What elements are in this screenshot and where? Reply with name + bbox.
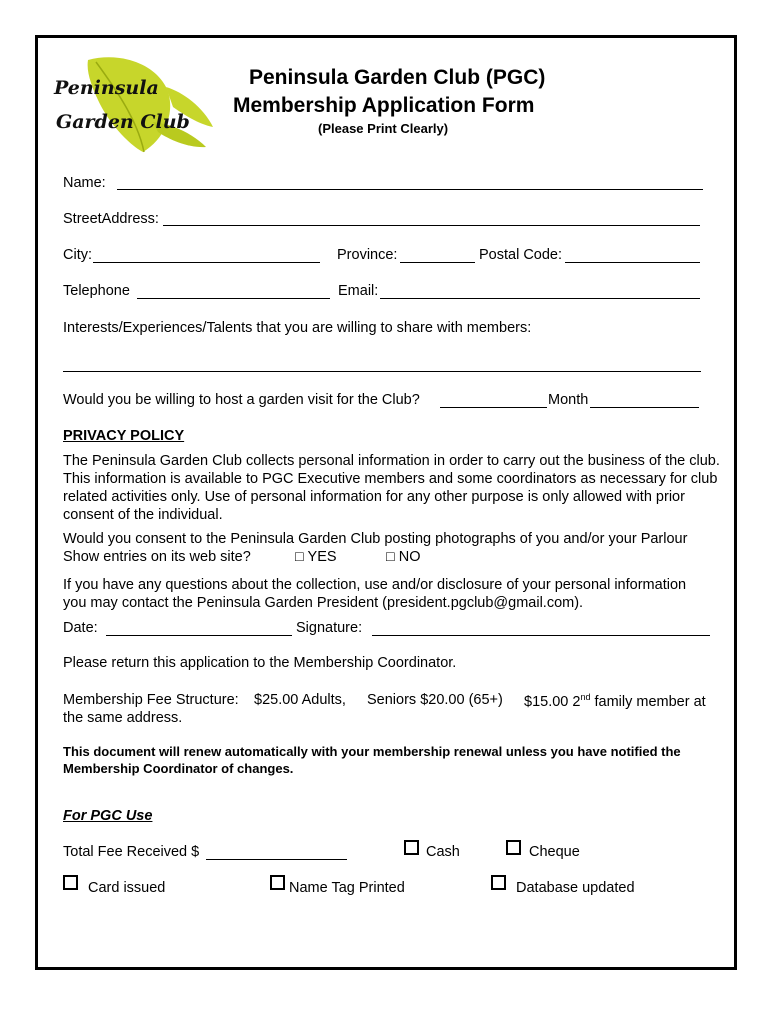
pgc-use-heading: For PGC Use (63, 808, 153, 824)
host-visit-label: Would you be willing to host a garden visit for the Club? (63, 392, 420, 408)
database-updated-label: Database updated (516, 880, 635, 896)
consent-question-line1: Would you consent to the Peninsula Garden Club posting photographs of you and/or your Parlour (63, 531, 688, 547)
month-label: Month (548, 392, 589, 408)
card-issued-label: Card issued (88, 880, 166, 896)
email-label: Email: (338, 283, 379, 299)
interests-field[interactable] (63, 371, 701, 372)
postal-code-field[interactable] (565, 262, 700, 263)
date-label: Date: (63, 620, 98, 636)
consent-question-line2: Show entries on its web site? (63, 549, 251, 565)
fee-family-amount: $15.00 2 (524, 693, 581, 710)
renewal-notice: This document will renew automatically with your membership renewal unless you have notified the Membership Coordinator of changes. (63, 744, 681, 776)
signature-label: Signature: (296, 620, 363, 636)
interests-label: Interests/Experiences/Talents that you are willing to share with members: (63, 320, 532, 336)
cash-label: Cash (426, 844, 460, 860)
fee-structure-label: Membership Fee Structure: (63, 692, 239, 708)
host-visit-field[interactable] (440, 407, 547, 408)
province-field[interactable] (400, 262, 475, 263)
name-label: Name: (63, 175, 106, 191)
questions-line1: If you have any questions about the collection, use and/or disclosure of your personal information (63, 577, 687, 593)
consent-yes-checkbox[interactable]: □ YES (295, 549, 337, 565)
province-label: Province: (337, 247, 398, 263)
name-tag-checkbox[interactable] (270, 875, 285, 890)
telephone-label: Telephone (63, 283, 130, 299)
club-logo (48, 52, 218, 157)
database-updated-checkbox[interactable] (491, 875, 506, 890)
total-fee-field[interactable] (206, 859, 347, 860)
street-field[interactable] (163, 225, 700, 226)
leaf-graphic (88, 57, 213, 152)
name-field[interactable] (117, 189, 703, 190)
privacy-paragraph: The Peninsula Garden Club collects personal information in order to carry out the business of the club. This information is available to PGC Executive members and some coordinators as necessary for club related activities only. Use of personal information for any other purpose is only allowed with prior consent of the individual. (63, 453, 720, 523)
logo-text-line1: Peninsula (54, 77, 159, 99)
fee-adults: $25.00 Adults, (254, 692, 346, 708)
postal-code-label: Postal Code: (479, 247, 563, 263)
questions-line2: you may contact the Peninsula Garden President (president.pgclub@gmail.com). (63, 595, 584, 611)
city-field[interactable] (93, 262, 320, 263)
signature-field[interactable] (372, 635, 710, 636)
form-subtitle: (Please Print Clearly) (318, 121, 449, 136)
logo-text-line2: Garden Club (56, 111, 190, 133)
month-field[interactable] (590, 407, 699, 408)
telephone-field[interactable] (137, 298, 330, 299)
total-fee-label: Total Fee Received $ (63, 844, 200, 860)
card-issued-checkbox[interactable] (63, 875, 78, 890)
fee-family-rest: family member at (590, 693, 706, 710)
city-label: City: (63, 247, 92, 263)
fee-seniors: Seniors $20.00 (65+) (367, 692, 503, 708)
return-note: Please return this application to the Membership Coordinator. (63, 655, 457, 671)
fee-family-superscript: nd (580, 692, 591, 702)
form-title-line1: Peninsula Garden Club (PGC) (249, 66, 546, 89)
cheque-checkbox[interactable] (506, 840, 521, 855)
cheque-label: Cheque (529, 844, 580, 860)
fee-family (524, 692, 706, 710)
name-tag-label: Name Tag Printed (289, 880, 405, 896)
date-field[interactable] (106, 635, 292, 636)
consent-no-checkbox[interactable]: □ NO (386, 549, 421, 565)
fee-line2: the same address. (63, 710, 183, 726)
street-label: StreetAddress: (63, 211, 159, 227)
form-title-line2: Membership Application Form (233, 94, 535, 117)
cash-checkbox[interactable] (404, 840, 419, 855)
email-field[interactable] (380, 298, 700, 299)
privacy-heading: PRIVACY POLICY (63, 428, 185, 444)
